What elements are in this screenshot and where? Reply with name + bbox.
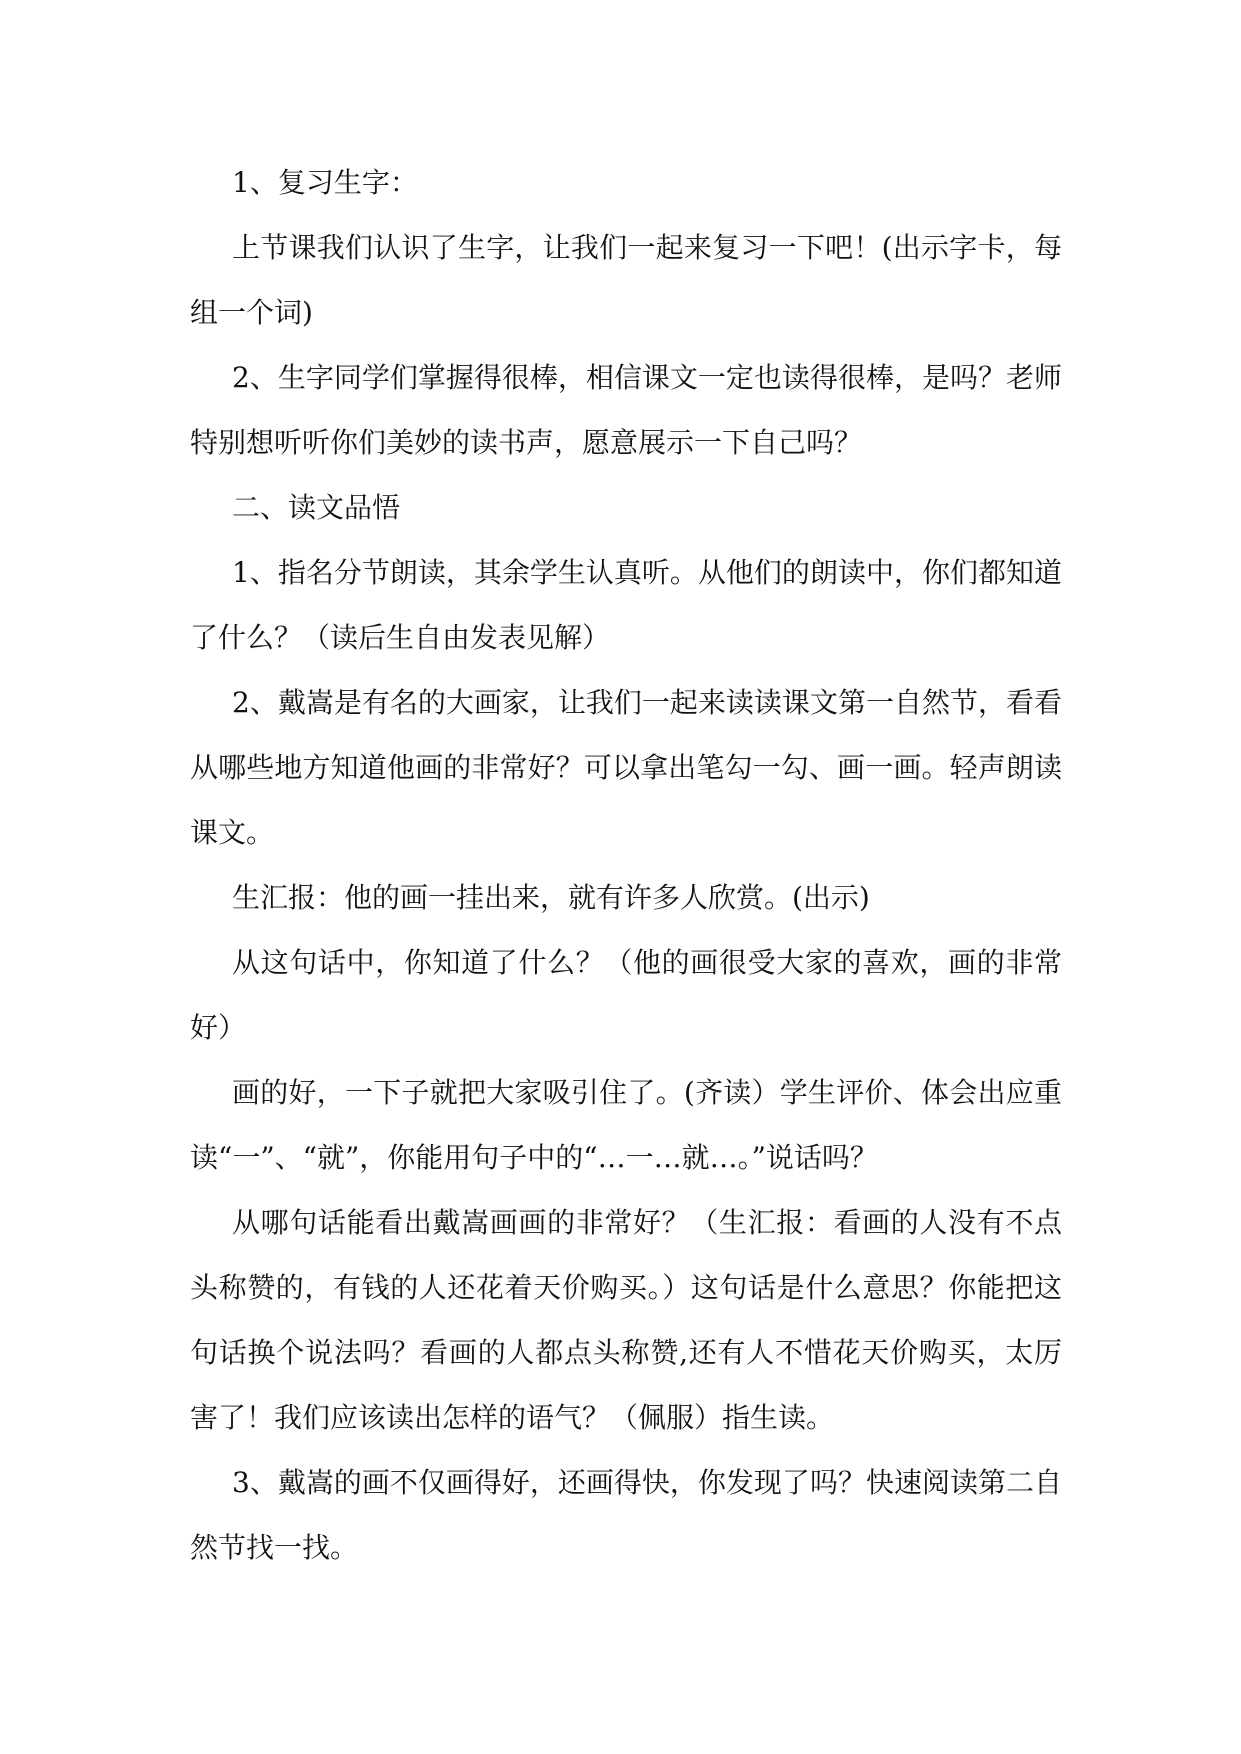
paragraph-step-3: 3、戴嵩的画不仅画得好，还画得快，你发现了吗？快速阅读第二自然节找一找。 [190,1466,1062,1564]
paragraph-question: 从这句话中，你知道了什么？（他的画很受大家的喜欢，画的非常好） [190,946,1062,1044]
paragraph-section-heading: 二、读文品悟 [232,491,401,524]
paragraph-review-intro: 上节课我们认识了生字，让我们一起来复习一下吧！(出示字卡，每组一个词) [190,231,1062,329]
paragraph-student-report: 生汇报：他的画一挂出来，就有许多人欣赏。(出示) [232,881,870,914]
paragraph-step-2: 2、戴嵩是有名的大画家，让我们一起来读读课文第一自然节，看看从哪些地方知道他画的非常好？可以拿出笔勾一勾、画一画。轻声朗读课文。 [190,686,1062,849]
paragraph-discussion: 从哪句话能看出戴嵩画画的非常好？（生汇报：看画的人没有不点头称赞的，有钱的人还花着天价购买。）这句话是什么意思？你能把这句话换个说法吗？看画的人都点头称赞,还有人不惜花天价购买，太厉害了！我们应该读出怎样的语气？（佩服）指生读。 [190,1206,1062,1434]
paragraph-review-heading: 1、复习生字： [232,166,418,199]
paragraph-reading-prompt: 2、生字同学们掌握得很棒，相信课文一定也读得很棒，是吗？老师特别想听听你们美妙的读书声，愿意展示一下自己吗？ [190,361,1062,459]
paragraph-evaluation: 画的好，一下子就把大家吸引住了。(齐读）学生评价、体会出应重读“一”、“就”，你能用句子中的“…一…就…。”说话吗？ [190,1076,1062,1174]
paragraph-step-1: 1、指名分节朗读，其余学生认真听。从他们的朗读中，你们都知道了什么？（读后生自由发表见解） [190,556,1062,654]
document-body [190,150,1062,1580]
